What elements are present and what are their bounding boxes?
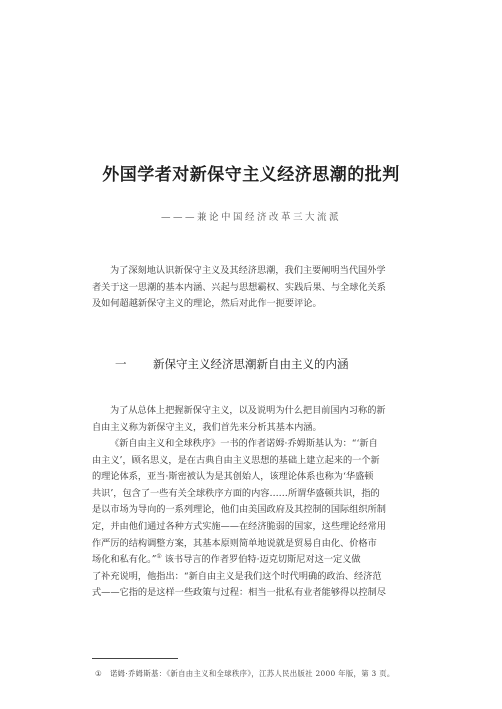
- footnote-marker: ①: [95, 669, 102, 678]
- text-line: 为了深刻地认识新保守主义及其经济思潮，我们主要阐明当代国外学: [110, 265, 386, 276]
- text-line: 共识’，包含了一些有关全球秩序方面的内容……所谓华盛顿共识，指的: [92, 487, 380, 499]
- text-line: 为了从总体上把握新保守主义，以及说明为什么把目前国内习称的新: [110, 405, 386, 416]
- text-line: 式——它指的是这样一些政策与过程：相当一批私有业者能够得以控制尽: [92, 587, 386, 599]
- section-title: 新保守主义经济思潮新自由主义的内涵: [153, 357, 349, 371]
- text-line: 作严厉的结构调整方案，其基本原则简单地说就是贸易自由化、价格市: [92, 537, 377, 549]
- body-paragraph-2: [92, 436, 430, 602]
- text-line: 定，并由他们通过各种方式实施——在经济脆弱的国家，这些理论经常用: [92, 520, 386, 532]
- article-subtitle: ———兼论中国经济改革三大流派: [160, 212, 341, 223]
- footnote-reference[interactable]: ①: [156, 553, 162, 561]
- section-number: 一: [115, 357, 127, 371]
- footnote-text: 诺姆·乔姆斯基：《新自由主义和全球秩序》，江苏人民出版社 2000 年版，第 3 页。: [109, 669, 395, 678]
- text-line: 者关于这一思潮的基本内涵、兴起与思想霸权、实践后果、与全球化关系: [92, 281, 386, 293]
- text-line: 是以市场为导向的一系列理论，他们由美国政府及其控制的国际组织所制: [92, 504, 386, 516]
- footnote-divider: [92, 658, 178, 659]
- text-line: 了补充说明，他指出：“新自由主义是我们这个时代明确的政治、经济范: [92, 570, 382, 582]
- section-heading: [115, 356, 435, 372]
- article-title: 外国学者对新保守主义经济思潮的批判: [102, 165, 400, 185]
- text-line: 及如何超越新保守主义的理论，然后对此作一扼要评论。: [92, 298, 322, 310]
- text-line: 由主义’，顾名思义，是在古典自由主义思想的基础上建立起来的一个新: [92, 454, 380, 466]
- footnote: [95, 668, 395, 679]
- intro-paragraph: [92, 263, 430, 313]
- text-segment: 场化和私有化。”: [92, 554, 157, 566]
- text-line: 自由主义称为新保守主义，我们首先来分析其基本内涵。: [92, 421, 322, 433]
- body-paragraph-1: [92, 403, 430, 436]
- text-line: 《新自由主义和全球秩序》一书的作者诺姆·乔姆斯基认为：“‘新自: [110, 438, 378, 449]
- text-line: 的理论体系，亚当·斯密被认为是其创始人，该理论体系也称为‘华盛顿: [92, 471, 374, 483]
- text-line: [92, 552, 430, 569]
- text-segment: 该书导言的作者罗伯特·迈克切斯尼对这一定义做: [164, 554, 361, 566]
